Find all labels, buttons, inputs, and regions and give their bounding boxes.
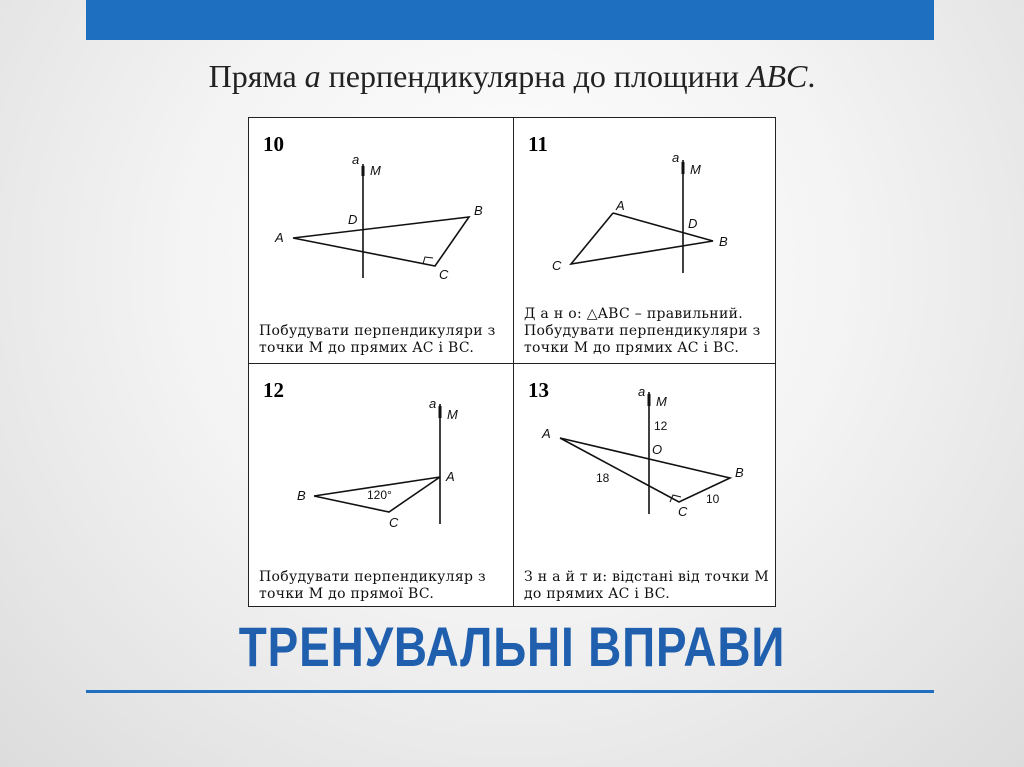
svg-text:a: a	[352, 152, 360, 167]
exercise-number: 10	[263, 132, 284, 156]
svg-text:C: C	[678, 504, 688, 519]
svg-text:O: O	[652, 442, 663, 457]
exercise-grid	[248, 117, 776, 607]
exercise-task-line: Побудувати перпендикуляри з	[259, 323, 496, 339]
exercise-task-line: точки M до прямих AC і BC.	[259, 340, 475, 356]
svg-text:C: C	[389, 515, 399, 530]
exercise-12	[249, 364, 512, 608]
svg-text:B: B	[735, 465, 744, 480]
svg-text:M: M	[656, 394, 667, 409]
svg-text:A: A	[616, 198, 625, 213]
svg-text:10: 10	[706, 492, 720, 506]
svg-text:B: B	[719, 234, 728, 249]
exercise-task-line: Побудувати перпендикуляри з	[524, 323, 761, 339]
svg-text:A: A	[275, 230, 284, 245]
svg-text:a: a	[638, 384, 646, 399]
slide-title: ТРЕНУВАЛЬНІ ВПРАВИ	[238, 615, 786, 678]
bottom-accent-line	[86, 690, 934, 693]
svg-text:D: D	[688, 216, 698, 231]
svg-text:D: D	[348, 212, 358, 227]
exercise-11	[514, 118, 777, 362]
svg-text:18: 18	[596, 471, 610, 485]
svg-text:A: A	[446, 469, 455, 484]
exercise-task-line: до прямих AC і BC.	[524, 586, 671, 602]
svg-text:M: M	[370, 163, 381, 178]
exercise-number: 12	[263, 378, 284, 402]
exercise-task-line: Побудувати перпендикуляр з	[259, 569, 486, 585]
top-accent-bar	[86, 0, 934, 40]
exercise-task-line: Д а н о: △ABC – правильний.	[524, 306, 743, 322]
svg-text:M: M	[447, 407, 458, 422]
exercise-number: 11	[528, 132, 548, 156]
svg-text:C: C	[552, 258, 562, 273]
svg-text:M: M	[690, 162, 701, 177]
exercise-task-line: З н а й т и: відстані від точки M	[524, 569, 770, 585]
svg-text:A: A	[542, 426, 551, 441]
svg-text:B: B	[297, 488, 306, 503]
svg-text:B: B	[474, 203, 483, 218]
exercise-13	[514, 364, 777, 608]
exercise-10	[249, 118, 512, 362]
exercise-task-line: точки M до прямої BC.	[259, 586, 435, 602]
svg-text:a: a	[429, 396, 437, 411]
exercise-number: 13	[528, 378, 549, 402]
svg-text:a: a	[672, 150, 680, 165]
exercise-task-line: точки M до прямих AC і BC.	[524, 340, 740, 356]
svg-text:120°: 120°	[367, 488, 392, 502]
svg-text:12: 12	[654, 419, 668, 433]
slide-subtitle: Пряма a перпендикулярна до площини ABC.	[208, 58, 816, 94]
svg-text:C: C	[439, 267, 449, 282]
